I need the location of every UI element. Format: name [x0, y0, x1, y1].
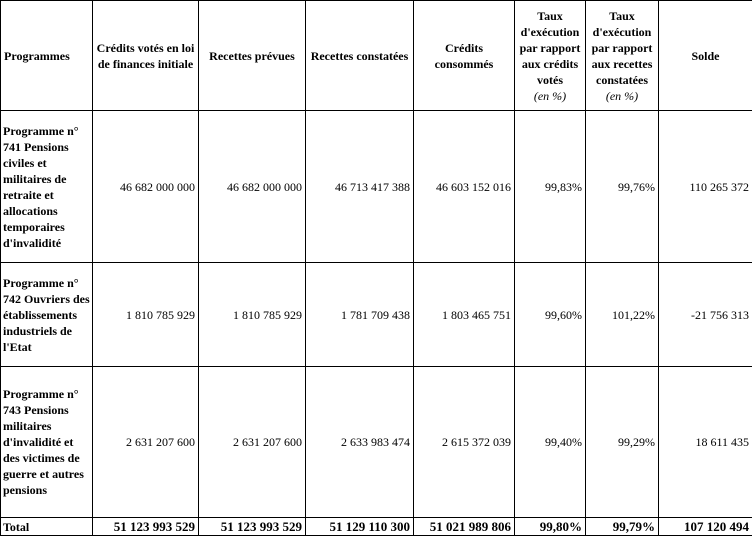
header-credits-consommes: Crédits consommés — [414, 1, 515, 111]
cell-recettes-constatees: 2 633 983 474 — [306, 367, 414, 518]
cell-recettes-prevues: 46 682 000 000 — [199, 111, 306, 263]
cell-credits-consommes: 2 615 372 039 — [414, 367, 515, 518]
programme-label: Programme n° 741 Pensions civiles et militaires de retraite et allocations temporaires d'invalidité — [1, 111, 93, 263]
cell-taux-recettes: 99,29% — [586, 367, 659, 518]
cell-taux-recettes: 99,76% — [586, 111, 659, 263]
header-credits-votes: Crédits votés en loi de finances initiale — [93, 1, 199, 111]
cell-solde: 18 611 435 — [659, 367, 752, 518]
header-programmes: Programmes — [1, 1, 93, 111]
header-taux-recettes-unit: (en %) — [606, 89, 638, 103]
programme-label: Programme n° 743 Pensions militaires d'invalidité et des victimes de guerre et autres pensions — [1, 367, 93, 518]
total-recettes-constatees: 51 129 110 300 — [306, 518, 414, 536]
cell-solde: 110 265 372 — [659, 111, 752, 263]
cell-recettes-constatees: 46 713 417 388 — [306, 111, 414, 263]
table-row — [1, 111, 752, 263]
cell-credits-votes: 2 631 207 600 — [93, 367, 199, 518]
total-label: Total — [1, 518, 93, 536]
cell-solde: -21 756 313 — [659, 263, 752, 367]
header-solde: Solde — [659, 1, 752, 111]
programme-label: Programme n° 742 Ouvriers des établissements industriels de l'Etat — [1, 263, 93, 367]
header-taux-credits-unit: (en %) — [534, 89, 566, 103]
table-row — [1, 367, 752, 518]
total-row — [1, 518, 752, 536]
table-row — [1, 263, 752, 367]
total-credits-votes: 51 123 993 529 — [93, 518, 199, 536]
cell-credits-consommes: 46 603 152 016 — [414, 111, 515, 263]
header-recettes-constatees: Recettes constatées — [306, 1, 414, 111]
cell-recettes-prevues: 2 631 207 600 — [199, 367, 306, 518]
total-taux-recettes: 99,79% — [586, 518, 659, 536]
header-recettes-prevues: Recettes prévues — [199, 1, 306, 111]
total-recettes-prevues: 51 123 993 529 — [199, 518, 306, 536]
total-taux-credits: 99,80% — [515, 518, 586, 536]
header-taux-recettes — [586, 1, 659, 111]
header-row — [1, 1, 752, 111]
header-taux-credits-label: Taux d'exécution par rapport aux crédits votés — [520, 9, 581, 87]
cell-taux-credits: 99,60% — [515, 263, 586, 367]
cell-recettes-constatees: 1 781 709 438 — [306, 263, 414, 367]
cell-credits-consommes: 1 803 465 751 — [414, 263, 515, 367]
cell-taux-recettes: 101,22% — [586, 263, 659, 367]
cell-taux-credits: 99,40% — [515, 367, 586, 518]
cell-credits-votes: 46 682 000 000 — [93, 111, 199, 263]
total-solde: 107 120 494 — [659, 518, 752, 536]
total-credits-consommes: 51 021 989 806 — [414, 518, 515, 536]
cell-recettes-prevues: 1 810 785 929 — [199, 263, 306, 367]
header-taux-credits — [515, 1, 586, 111]
header-taux-recettes-label: Taux d'exécution par rapport aux recettes constatées — [592, 9, 653, 87]
cell-taux-credits: 99,83% — [515, 111, 586, 263]
cell-credits-votes: 1 810 785 929 — [93, 263, 199, 367]
